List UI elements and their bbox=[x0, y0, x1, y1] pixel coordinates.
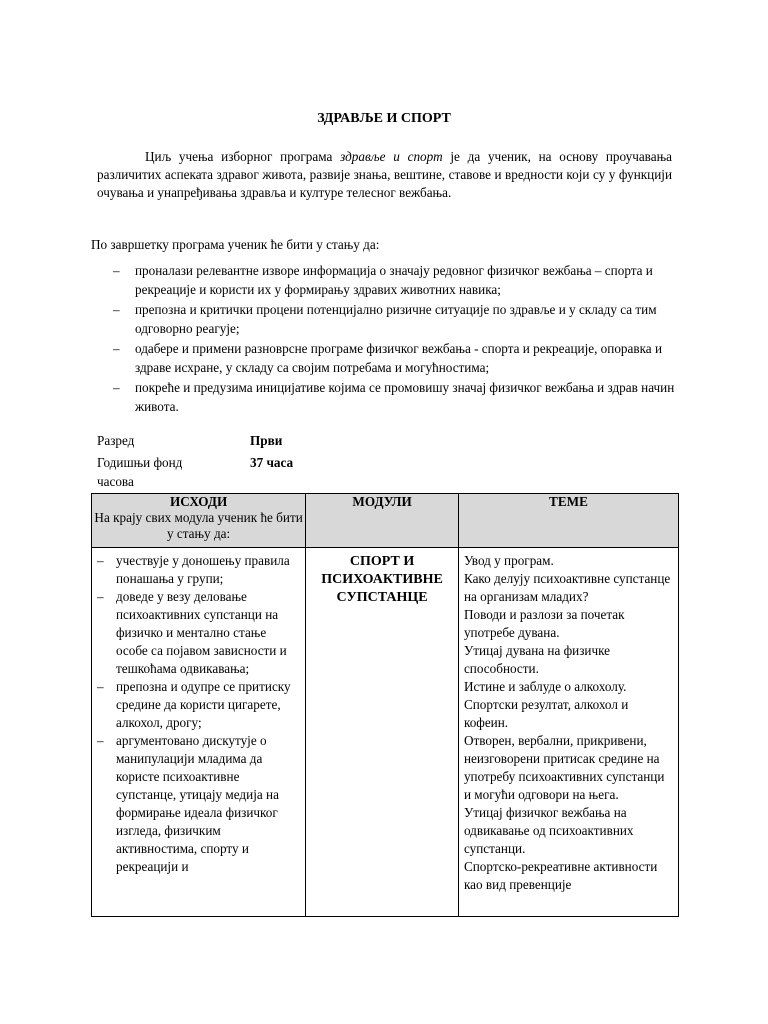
intro-text-2: је да ученик, на основу проучавања различитих аспеката здравог живота, развије знања, вештине, ставове и вредности који су у функцији очувања и унапређивања здравља и културе телесног вежбања. bbox=[97, 149, 672, 200]
topic-item: Спортско-рекреативне активности као вид превенције bbox=[463, 859, 658, 892]
header-outcomes-subtitle: На крају свих модула ученик ће бити у стању да: bbox=[94, 510, 303, 541]
outcome-item: – доведе у везу деловање психоактивних супстанци на физичко и ментално стање особе са појавом зависности и тешкоћама одвикавања; bbox=[97, 588, 301, 678]
header-outcomes bbox=[92, 494, 306, 548]
goal-item: – проналази релевантне изворе информација о значају редовног физичког вежбања – спорта и рекреације и користи их у формирању здравих животних навика; bbox=[113, 261, 678, 299]
goals-list bbox=[113, 261, 678, 417]
intro-italic: здравље и спорт bbox=[340, 149, 443, 164]
goal-item: – одабере и примени разноврсне програме физичког вежбања - спорта и рекреације, опоравка и здраве исхране, у складу са својим потребама и могућностима; bbox=[113, 339, 678, 377]
topic-item: Утицај физичког вежбања на одвикавање од психоактивних супстанци. bbox=[463, 805, 634, 856]
outcome-item: – аргументовано дискутује о манипулацији младима да користе психоактивне супстанце, утицају медија на формирање идеала физичког изгледа, физичким активностима, спорту и рекреацији и bbox=[97, 732, 301, 876]
fund-label-cont: часова bbox=[97, 474, 134, 489]
goals-intro: По завршетку програма ученик ће бити у стању да: bbox=[91, 237, 380, 252]
header-modules: МОДУЛИ bbox=[306, 494, 459, 548]
goal-item: – покреће и предузима иницијативе којима се промовишу значај физичког вежбања и здрав начин живота. bbox=[113, 378, 678, 416]
topic-item: Утицај дувана на физичке способности. bbox=[463, 643, 611, 676]
fund-label: Годишњи фонд bbox=[97, 455, 183, 470]
page-title: ЗДРАВЉЕ И СПОРТ bbox=[317, 111, 451, 126]
header-topics: ТЕМЕ bbox=[458, 494, 678, 548]
intro-text-1: Циљ учења изборног програма bbox=[145, 149, 341, 164]
curriculum-table bbox=[91, 493, 679, 917]
topic-item: Истине и заблуде о алкохолу. bbox=[463, 679, 627, 694]
table-header-row bbox=[92, 494, 679, 548]
outcome-item: – препозна и одупре се притиску средине да користи цигарете, алкохол, дрогу; bbox=[97, 678, 301, 732]
grade-label: Разред bbox=[97, 433, 135, 448]
grade-value: Први bbox=[250, 433, 283, 448]
topic-item: Како делују психоактивне супстанце на организам младих? bbox=[463, 571, 671, 604]
intro-paragraph bbox=[97, 148, 672, 202]
topic-item: Отворен, вербални, прикривени, неизговорени притисак средине на употребу психоактивних супстанци и могући одговори на њега. bbox=[463, 733, 665, 802]
table-row bbox=[92, 548, 679, 917]
outcomes-cell bbox=[92, 548, 306, 917]
topics-list bbox=[459, 548, 678, 894]
topic-item: Увод у програм. bbox=[463, 553, 554, 568]
outcome-item: – учествује у доношењу правила понашања у групи; bbox=[97, 552, 301, 588]
topics-cell bbox=[458, 548, 678, 917]
topic-item: Поводи и разлози за почетак употребе дувана. bbox=[463, 607, 625, 640]
outcomes-list bbox=[92, 548, 305, 876]
header-outcomes-title: ИСХОДИ bbox=[169, 494, 228, 509]
module-cell bbox=[306, 548, 459, 917]
topic-item: Спортски резултат, алкохол и кофеин. bbox=[463, 697, 629, 730]
goal-item: – препозна и критички процени потенцијално ризичне ситуације по здравље и у складу са тим одговорно реагује; bbox=[113, 300, 678, 338]
fund-value: 37 часа bbox=[250, 455, 294, 470]
module-name: СПОРТ И ПСИХОАКТИВНЕ СУПСТАНЦЕ bbox=[321, 554, 443, 605]
